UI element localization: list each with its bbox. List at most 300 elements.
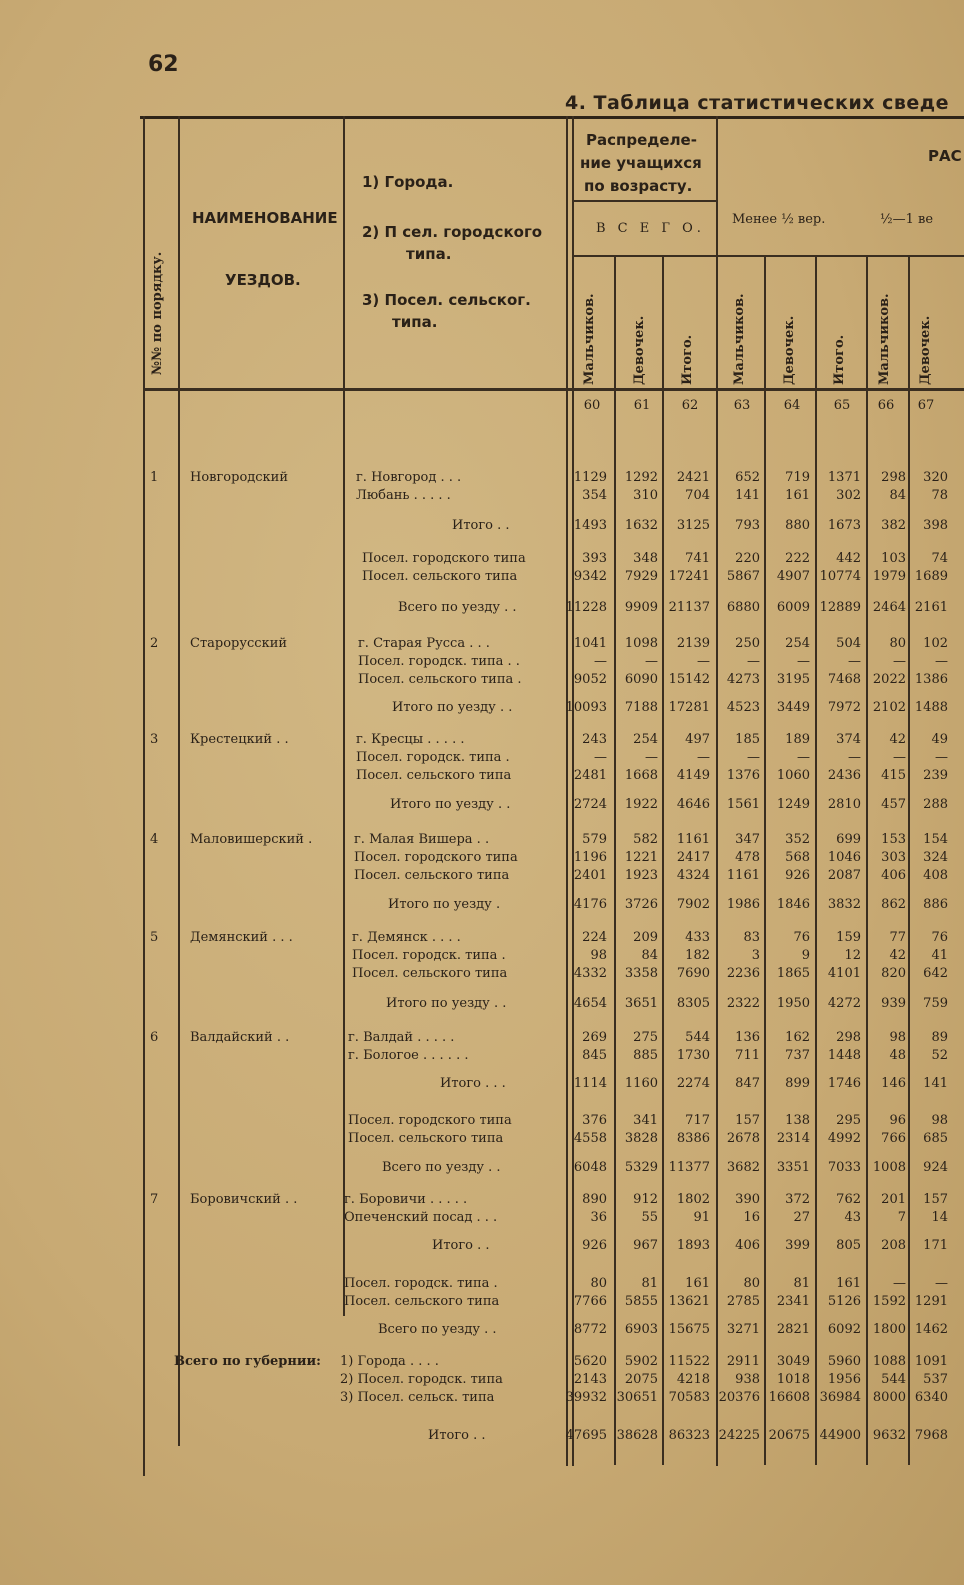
cell-value: 805 (836, 1238, 861, 1253)
cell-value: 78 (931, 488, 948, 503)
cell-value: 2236 (726, 966, 760, 981)
col-number: 61 (633, 398, 651, 413)
rule-sub (572, 255, 964, 257)
cell-value: 7188 (624, 700, 658, 715)
rule-header-bottom (143, 388, 964, 391)
table-row (0, 1322, 964, 1339)
cell-value: — (645, 654, 658, 669)
table-row (0, 1030, 964, 1047)
rule-settlement-2 (572, 116, 574, 1466)
cell-value: 6903 (624, 1322, 658, 1337)
cell-value: 862 (881, 897, 906, 912)
cell-value: 11228 (565, 600, 607, 615)
cell-value: 161 (785, 488, 810, 503)
table-row (0, 850, 964, 867)
cell-value: 7033 (827, 1160, 861, 1175)
cell-value: 302 (836, 488, 861, 503)
cell-value: 295 (836, 1113, 861, 1128)
cell-value: 2022 (872, 672, 906, 687)
cell-value: 2401 (573, 868, 607, 883)
cell-value: 497 (685, 732, 710, 747)
cell-value: 2161 (914, 600, 948, 615)
cell-value: 762 (836, 1192, 861, 1207)
cell-value: 275 (633, 1030, 658, 1045)
table-row (0, 470, 964, 487)
cell-value: 2139 (676, 636, 710, 651)
cell-value: 845 (582, 1048, 607, 1063)
cell-value: 1922 (624, 797, 658, 812)
cell-value: 442 (836, 551, 861, 566)
cell-value: 7468 (827, 672, 861, 687)
table-row (0, 768, 964, 785)
header-boys-3: Мальчиков. (877, 293, 892, 385)
cell-value: 84 (889, 488, 906, 503)
cell-value: 171 (923, 1238, 948, 1253)
settlement-label: г. Демянск . . . . (352, 930, 461, 945)
settlement-label: Посел. городск. типа . . (358, 654, 520, 669)
cell-value: 76 (931, 930, 948, 945)
table-row (0, 897, 964, 914)
col-number: 63 (733, 398, 751, 413)
cell-value: 103 (881, 551, 906, 566)
cell-value: 2322 (726, 996, 760, 1011)
table-row (0, 797, 964, 814)
cell-value: 372 (785, 1192, 810, 1207)
table-row (0, 1048, 964, 1065)
rule-vsego-top (572, 200, 718, 202)
cell-value: 504 (836, 636, 861, 651)
row-number: 7 (150, 1192, 159, 1207)
header-boys-2: Мальчиков. (732, 293, 747, 385)
cell-value: 3271 (726, 1322, 760, 1337)
settlement-label: Всего по уезду . . (382, 1160, 501, 1175)
cell-value: 719 (785, 470, 810, 485)
cell-value: 201 (881, 1192, 906, 1207)
table-row (0, 750, 964, 767)
table-title: 4. Таблица статистических сведе (565, 92, 950, 114)
cell-value: 382 (881, 518, 906, 533)
cell-value: — (747, 654, 760, 669)
cell-value: 5902 (624, 1354, 658, 1369)
cell-value: — (935, 654, 948, 669)
cell-value: 967 (633, 1238, 658, 1253)
table-row (0, 1238, 964, 1255)
cell-value: 1730 (676, 1048, 710, 1063)
cell-value: 14 (931, 1210, 948, 1225)
settlement-label: Посел. городск. типа . (352, 948, 506, 963)
cell-value: 717 (685, 1113, 710, 1128)
row-number: 2 (150, 636, 159, 651)
cell-value: 899 (785, 1076, 810, 1091)
cell-value: 2810 (827, 797, 861, 812)
district-name: Демянский . . . (190, 930, 293, 945)
cell-value: 3449 (776, 700, 810, 715)
table-row (0, 1192, 964, 1209)
cell-value: 1376 (726, 768, 760, 783)
table-row (0, 518, 964, 535)
settlement-label: Посел. городского типа (348, 1113, 512, 1128)
cell-value: 711 (735, 1048, 760, 1063)
cell-value: 2464 (872, 600, 906, 615)
settlement-label: Опеченский посад . . . (344, 1210, 498, 1225)
cell-value: 11522 (668, 1354, 710, 1369)
settlement-label: Итого . . (428, 1428, 486, 1443)
cell-value: 457 (881, 797, 906, 812)
header-half: ½—1 ве (880, 212, 934, 227)
cell-value: 36984 (819, 1390, 861, 1405)
cell-value: 5329 (624, 1160, 658, 1175)
col-number: 62 (681, 398, 699, 413)
cell-value: 2102 (872, 700, 906, 715)
settlement-label: г. Новгород . . . (356, 470, 462, 485)
cell-value: 544 (685, 1030, 710, 1045)
cell-value: 1673 (827, 518, 861, 533)
cell-value: 8305 (676, 996, 710, 1011)
cell-value: 161 (685, 1276, 710, 1291)
settlement-label: Посел. сельского типа . (358, 672, 522, 687)
table-row (0, 1294, 964, 1311)
cell-value: — (848, 750, 861, 765)
cell-value: 1161 (676, 832, 710, 847)
cell-value: 4101 (827, 966, 861, 981)
cell-value: 27 (793, 1210, 810, 1225)
cell-value: 7972 (827, 700, 861, 715)
cell-value: 2421 (676, 470, 710, 485)
cell-value: 642 (923, 966, 948, 981)
settlement-label: Итого по уезду . . (392, 700, 513, 715)
cell-value: 39932 (565, 1390, 607, 1405)
cell-value: 568 (785, 850, 810, 865)
cell-value: 3726 (624, 897, 658, 912)
col-number: 64 (783, 398, 801, 413)
cell-value: 1041 (573, 636, 607, 651)
cell-value: — (797, 654, 810, 669)
cell-value: 81 (641, 1276, 658, 1291)
cell-value: — (935, 1276, 948, 1291)
cell-value: 3 (751, 948, 760, 963)
cell-value: 1592 (872, 1294, 906, 1309)
table-row (0, 700, 964, 717)
settlement-label: Итого по уезду . (388, 897, 501, 912)
cell-value: 926 (582, 1238, 607, 1253)
cell-value: 6048 (573, 1160, 607, 1175)
cell-value: 146 (881, 1076, 906, 1091)
cell-value: 55 (641, 1210, 658, 1225)
cell-value: 7929 (624, 569, 658, 584)
cell-value: 138 (785, 1113, 810, 1128)
cell-value: 141 (735, 488, 760, 503)
table-row (0, 1354, 964, 1371)
cell-value: 208 (881, 1238, 906, 1253)
header-total-2: Итого. (832, 334, 847, 385)
settlement-label: Всего по уезду . . (378, 1322, 497, 1337)
cell-value: 1800 (872, 1322, 906, 1337)
cell-value: 48 (889, 1048, 906, 1063)
col-number: 67 (917, 398, 935, 413)
cell-value: 352 (785, 832, 810, 847)
cell-value: 298 (881, 470, 906, 485)
cell-value: 1950 (776, 996, 810, 1011)
cell-value: 406 (881, 868, 906, 883)
settlement-label: Посел. сельского типа (352, 966, 508, 981)
table-row (0, 832, 964, 849)
cell-value: 136 (735, 1030, 760, 1045)
cell-value: 4992 (827, 1131, 861, 1146)
header-dist1: Распределе- (586, 131, 697, 149)
cell-value: 74 (931, 551, 948, 566)
table-row (0, 1160, 964, 1177)
cell-value: 1448 (827, 1048, 861, 1063)
settlement-label: Посел. сельского типа (356, 768, 512, 783)
cell-value: 1129 (573, 470, 607, 485)
settlement-label: Итого по уезду . . (386, 996, 507, 1011)
cell-value: — (645, 750, 658, 765)
table-row (0, 1131, 964, 1148)
cell-value: 393 (582, 551, 607, 566)
cell-value: 98 (590, 948, 607, 963)
header-boys-1: Мальчиков. (582, 293, 597, 385)
cell-value: — (893, 1276, 906, 1291)
cell-value: 12 (844, 948, 861, 963)
cell-value: 1561 (726, 797, 760, 812)
cell-value: 341 (633, 1113, 658, 1128)
cell-value: 3125 (676, 518, 710, 533)
settlement-label: Посел. городского типа (362, 551, 526, 566)
cell-value: 2821 (776, 1322, 810, 1337)
settlement-label: Всего по уезду . . (398, 600, 517, 615)
cell-value: 220 (735, 551, 760, 566)
cell-value: 43 (844, 1210, 861, 1225)
cell-value: 1893 (676, 1238, 710, 1253)
cell-value: 9342 (573, 569, 607, 584)
cell-value: 9909 (624, 600, 658, 615)
header-uezd: УЕЗДОВ. (225, 271, 301, 289)
cell-value: 354 (582, 488, 607, 503)
table-row (0, 868, 964, 885)
cell-value: 3832 (827, 897, 861, 912)
settlement-label: г. Старая Русса . . . (358, 636, 490, 651)
cell-value: 890 (582, 1192, 607, 1207)
settlement-label: г. Бологое . . . . . . (348, 1048, 469, 1063)
header-girls-3: Девочек. (918, 315, 933, 385)
cell-value: 2724 (573, 797, 607, 812)
cell-value: 847 (735, 1076, 760, 1091)
cell-value: 737 (785, 1048, 810, 1063)
cell-value: 12889 (819, 600, 861, 615)
cell-value: 537 (923, 1372, 948, 1387)
cell-value: 13621 (668, 1294, 710, 1309)
cell-value: 5126 (827, 1294, 861, 1309)
cell-value: 17281 (668, 700, 710, 715)
cell-value: — (848, 654, 861, 669)
settlement-label: Любань . . . . . (356, 488, 451, 503)
settlement-label: Посел. сельского типа (354, 868, 510, 883)
cell-value: 1746 (827, 1076, 861, 1091)
cell-value: 91 (693, 1210, 710, 1225)
cell-value: 1114 (573, 1076, 607, 1091)
cell-value: 16 (743, 1210, 760, 1225)
cell-value: 70583 (668, 1390, 710, 1405)
cell-value: 406 (735, 1238, 760, 1253)
row-number: 6 (150, 1030, 159, 1045)
cell-value: 793 (735, 518, 760, 533)
cell-value: 5620 (573, 1354, 607, 1369)
header-girls-2: Девочек. (782, 315, 797, 385)
cell-value: 1802 (676, 1192, 710, 1207)
settlement-label: г. Малая Вишера . . (354, 832, 490, 847)
cell-value: 6092 (827, 1322, 861, 1337)
cell-value: 6009 (776, 600, 810, 615)
cell-value: 579 (582, 832, 607, 847)
col-number: 66 (877, 398, 895, 413)
district-name: Крестецкий . . (190, 732, 289, 747)
cell-value: 1632 (624, 518, 658, 533)
settlement-label: 3) Посел. сельск. типа (340, 1390, 495, 1405)
cell-value: — (797, 750, 810, 765)
table-row (0, 930, 964, 947)
rule-settlement (566, 116, 568, 1466)
cell-value: 52 (931, 1048, 948, 1063)
settlement-label: г. Валдай . . . . . (348, 1030, 455, 1045)
cell-value: 3049 (776, 1354, 810, 1369)
cell-value: 320 (923, 470, 948, 485)
settlement-label: Посел. сельского типа (362, 569, 518, 584)
rule-left (143, 116, 145, 1476)
cell-value: 7766 (573, 1294, 607, 1309)
cell-value: 2274 (676, 1076, 710, 1091)
row-number: 1 (150, 470, 159, 485)
cell-value: 162 (785, 1030, 810, 1045)
header-dist3: по возрасту. (584, 177, 693, 195)
cell-value: — (893, 654, 906, 669)
cell-value: 9052 (573, 672, 607, 687)
cell-value: 1979 (872, 569, 906, 584)
cell-value: 478 (735, 850, 760, 865)
cell-value: 6090 (624, 672, 658, 687)
cell-value: 38628 (616, 1428, 658, 1443)
cell-value: 209 (633, 930, 658, 945)
cell-value: 8386 (676, 1131, 710, 1146)
settlement-label: Посел. городск. типа . (356, 750, 510, 765)
cell-value: 348 (633, 551, 658, 566)
cell-value: 3651 (624, 996, 658, 1011)
district-name: Новгородский (190, 470, 289, 485)
cell-value: 4272 (827, 996, 861, 1011)
cell-value: — (697, 654, 710, 669)
settlement-label: 1) Города . . . . (340, 1354, 439, 1369)
cell-value: 3358 (624, 966, 658, 981)
cell-value: 77 (889, 930, 906, 945)
cell-value: 1292 (624, 470, 658, 485)
table-row (0, 966, 964, 983)
district-name: Боровичский . . (190, 1192, 298, 1207)
cell-value: 2785 (726, 1294, 760, 1309)
cell-value: 20675 (768, 1428, 810, 1443)
table-row (0, 1372, 964, 1389)
cell-value: 1493 (573, 518, 607, 533)
cell-value: 704 (685, 488, 710, 503)
table-row (0, 1210, 964, 1227)
cell-value: 102 (923, 636, 948, 651)
cell-value: 1098 (624, 636, 658, 651)
cell-value: 399 (785, 1238, 810, 1253)
district-name: Валдайский . . (190, 1030, 290, 1045)
cell-value: 7690 (676, 966, 710, 981)
cell-value: 1462 (914, 1322, 948, 1337)
header-girls-1: Девочек. (632, 315, 647, 385)
cell-value: 759 (923, 996, 948, 1011)
header-s3b: типа. (392, 313, 438, 331)
settlement-label: Посел. городского типа (354, 850, 518, 865)
cell-value: — (594, 750, 607, 765)
cell-value: 1160 (624, 1076, 658, 1091)
cell-value: 3682 (726, 1160, 760, 1175)
cell-value: — (594, 654, 607, 669)
cell-value: 2436 (827, 768, 861, 783)
cell-value: 310 (633, 488, 658, 503)
cell-value: 153 (881, 832, 906, 847)
cell-value: 6340 (914, 1390, 948, 1405)
cell-value: 161 (836, 1276, 861, 1291)
cell-value: 4149 (676, 768, 710, 783)
settlement-label: Итого . . (432, 1238, 490, 1253)
header-total-1: Итого. (680, 334, 695, 385)
cell-value: 820 (881, 966, 906, 981)
cell-value: 938 (735, 1372, 760, 1387)
cell-value: 9 (801, 948, 810, 963)
cell-value: — (893, 750, 906, 765)
settlement-label: Итого . . . (440, 1076, 506, 1091)
table-row (0, 1428, 964, 1445)
cell-value: 16608 (768, 1390, 810, 1405)
cell-value: 1488 (914, 700, 948, 715)
table-row (0, 732, 964, 749)
cell-value: 1371 (827, 470, 861, 485)
cell-value: 4176 (573, 897, 607, 912)
cell-value: 924 (923, 1160, 948, 1175)
cell-value: 4332 (573, 966, 607, 981)
cell-value: 5960 (827, 1354, 861, 1369)
table-row (0, 1390, 964, 1407)
cell-value: 408 (923, 868, 948, 883)
cell-value: 159 (836, 930, 861, 945)
cell-value: 15675 (668, 1322, 710, 1337)
cell-value: 1196 (573, 850, 607, 865)
cell-value: 2678 (726, 1131, 760, 1146)
cell-value: 288 (923, 797, 948, 812)
table-row (0, 600, 964, 617)
cell-value: 652 (735, 470, 760, 485)
row-number: 4 (150, 832, 159, 847)
cell-value: 2481 (573, 768, 607, 783)
cell-value: 83 (743, 930, 760, 945)
cell-value: 926 (785, 868, 810, 883)
cell-value: 7968 (914, 1428, 948, 1443)
cell-value: 398 (923, 518, 948, 533)
header-s1: 1) Города. (362, 173, 454, 191)
cell-value: 741 (685, 551, 710, 566)
cell-value: 254 (785, 636, 810, 651)
cell-value: 17241 (668, 569, 710, 584)
header-name: НАИМЕНОВАНИЕ (192, 209, 338, 227)
cell-value: 886 (923, 897, 948, 912)
cell-value: 1956 (827, 1372, 861, 1387)
cell-value: 1865 (776, 966, 810, 981)
cell-value: 185 (735, 732, 760, 747)
cell-value: 1291 (914, 1294, 948, 1309)
row-number: 5 (150, 930, 159, 945)
cell-value: 912 (633, 1192, 658, 1207)
